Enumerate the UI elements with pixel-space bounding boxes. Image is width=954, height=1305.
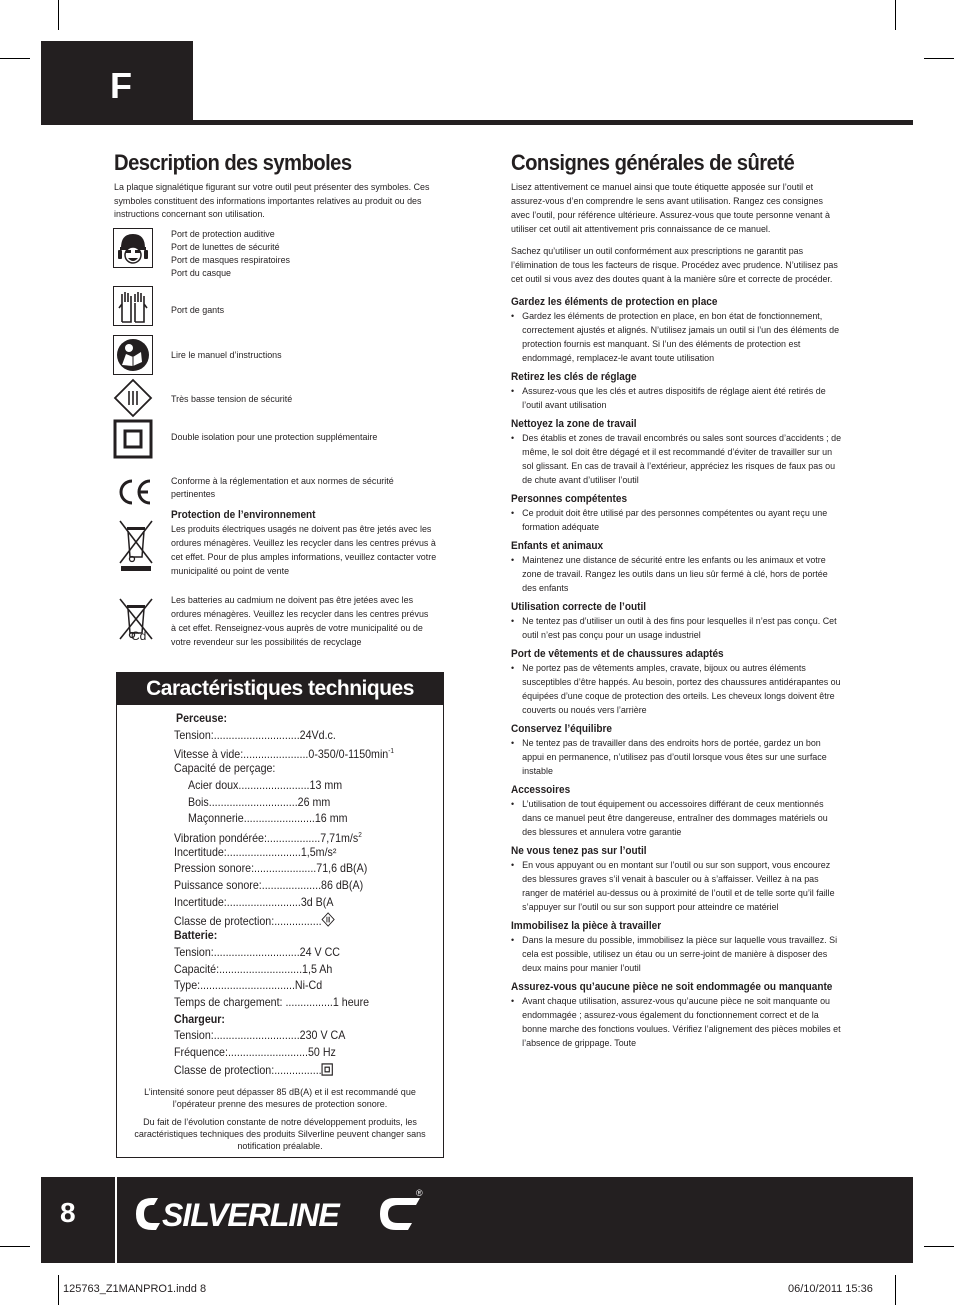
spec-value: 24 V CC xyxy=(299,945,341,959)
specs-title: Caractéristiques techniques xyxy=(146,677,414,700)
symbol-text-gloves xyxy=(171,304,431,317)
spec-label: Incertitude: xyxy=(174,845,227,859)
spec-label: Capacité: xyxy=(174,962,220,976)
spec-superscript: 2 xyxy=(358,831,362,839)
spec-heading: Chargeur: xyxy=(174,1012,225,1026)
battery-disposal-text: Les batteries au cadmium ne doivent pas être jetées avec les ordures ménagères. Veuillez les recycler dans les centres prévus à cet effet. Renseignez-vous auprès de votre municipalité ou de votre revendeur sur les possibilités de recyclage xyxy=(171,595,429,648)
safety-section-bullet: • Avant chaque utilisation, assurez-vous qu’aucune pièce ne soit manquante ou endommagée ; assurez-vous également du fonctionnement correct et de la bonne marche des fonctions voulues. Vérifiez l’alignement des pièces mobiles et l’absence de grippage. Toute xyxy=(511,995,843,1051)
class-ii-icon xyxy=(322,1063,334,1076)
symbol-line: Port de lunettes de sécurité xyxy=(171,242,280,253)
spec-label: Vibration pondérée: xyxy=(174,831,267,845)
spec-label: Fréquence: xyxy=(174,1046,228,1059)
spec-row xyxy=(174,1029,345,1043)
spec-leader-dots: ............................. xyxy=(213,945,300,959)
spec-leader-dots: ..................... xyxy=(254,862,317,876)
battery-cd-label: Cd xyxy=(131,629,147,643)
brand-name: SILVERLINE xyxy=(162,1197,339,1233)
specs-note-sound: L’intensité sonore peut dépasser 85 dB(A) et il est recommandé que l’opérateur prenne des mesures de protection sonore. xyxy=(144,1087,416,1110)
safety-section-bullet: • Ce produit doit être utilisé par des personnes compétentes ou ayant reçu une formation adéquate xyxy=(511,507,843,535)
spec-label: Vitesse à vide: xyxy=(174,748,244,762)
symbol-line: Port de masques respiratoires xyxy=(171,255,291,266)
spec-superscript: -1 xyxy=(388,748,394,756)
symbol-line: Double isolation pour une protection supplémentaire xyxy=(171,432,378,443)
spec-label: Acier doux xyxy=(188,778,239,792)
double-insulation-icon xyxy=(113,419,153,459)
spec-label: Incertitude: xyxy=(174,895,227,909)
spec-heading: Perceuse: xyxy=(176,712,228,725)
spec-heading: Batterie: xyxy=(174,929,218,943)
gloves-icon xyxy=(113,286,153,326)
safety-intro-2: Sachez qu’utiliser un outil conformément aux prescriptions ne garantit pas l’élimination de tous les facteurs de risque. Procédez avec prudence. N’utilisez pas cet outil si vous avez des doutes quant à la manière sûre et correcte de procéder. xyxy=(511,246,838,285)
spec-row xyxy=(174,896,333,910)
crop-mark xyxy=(895,0,896,30)
symbols-intro: La plaque signalétique figurant sur votre outil peut présenter des symboles. Ces symboles constituent des informations importantes relatives au produit ou des instructions concernant son utilisation. xyxy=(114,182,430,221)
spec-value: 1,5m/s² xyxy=(300,845,337,859)
spec-row xyxy=(174,762,275,776)
spec-row xyxy=(174,979,322,993)
safety-section-heading: Accessoires xyxy=(511,784,571,796)
symbol-line: Port de gants xyxy=(171,305,225,316)
spec-label: Tension: xyxy=(174,728,214,742)
safety-section-heading: Conservez l’équilibre xyxy=(511,723,613,735)
spec-label: Pression sonore: xyxy=(174,862,255,876)
symbol-text-protective xyxy=(171,228,431,280)
safety-sections xyxy=(511,295,841,1051)
spec-value: 0-350/0-1150min xyxy=(308,748,389,762)
header-rule xyxy=(41,120,913,125)
symbol-text-double-insulation xyxy=(171,431,431,444)
spec-leader-dots: ................ xyxy=(285,995,333,1009)
spec-value: 50 Hz xyxy=(307,1046,336,1059)
spec-row xyxy=(174,1063,334,1078)
footer-separator xyxy=(115,1177,117,1263)
safety-section-heading: Assurez-vous qu’aucune pièce ne soit endommagée ou manquante xyxy=(511,981,833,993)
safety-section-heading: Port de vêtements et de chaussures adaptés xyxy=(511,648,724,660)
spec-leader-dots: .................... xyxy=(261,879,322,892)
section-tab-letter: F xyxy=(110,65,132,106)
safety-section-bullet: • Assurez-vous que les clés et autres dispositifs de réglage aient été retirés de l’outil avant utilisation xyxy=(511,385,843,413)
spec-leader-dots: ........................ xyxy=(243,812,315,826)
safety-intro-1: Lisez attentivement ce manuel ainsi que toute étiquette apposée sur l’outil et assurez-vous d’en comprendre le sens avant utilisation. Rangez ces consignes avec l’outil, pour référence ultérieure. Assurez-vous que toute personne venant à utiliser cet outil ait attentivement pris connaissance de ce manuel. xyxy=(511,182,830,235)
spec-label: Bois xyxy=(188,795,209,809)
spec-value: 16 mm xyxy=(314,812,348,826)
spec-row xyxy=(174,996,369,1010)
spec-leader-dots: ............................. xyxy=(213,1029,300,1043)
symbol-text-manual xyxy=(171,349,431,362)
spec-label: Classe de protection: xyxy=(174,1063,275,1077)
read-manual-icon xyxy=(113,335,153,375)
spec-icon-wrap xyxy=(322,915,336,928)
spec-label: Tension: xyxy=(174,945,214,959)
spec-leader-dots: ............................ xyxy=(219,962,303,976)
spec-row xyxy=(188,796,330,810)
spec-label: Temps de chargement: xyxy=(174,995,286,1009)
spec-label: Puissance sonore: xyxy=(174,879,262,892)
spec-leader-dots: ......................... xyxy=(226,845,301,859)
symbol-line: Port de protection auditive xyxy=(171,229,275,240)
spec-value: 230 V CA xyxy=(299,1029,346,1043)
safety-section-bullet: • Ne portez pas de vêtements amples, cravate, bijoux ou autres éléments susceptibles d’être happés. Au besoin, portez des chaussures antidérapantes ou équipées d’une coque de protection des orteils. Les cheveux longs doivent être couverts ou noués vers l’arrière xyxy=(511,662,843,718)
spec-value: 24Vd.c. xyxy=(299,728,336,742)
specs-header xyxy=(116,672,444,705)
ce-mark-icon xyxy=(113,472,153,512)
spec-row xyxy=(174,829,362,846)
crop-mark xyxy=(895,1275,896,1305)
protective-equipment-icon xyxy=(113,228,153,268)
spec-leader-dots: ................ xyxy=(274,915,322,929)
spec-leader-dots: ............................. xyxy=(213,728,300,742)
safety-section-heading: Personnes compétentes xyxy=(511,493,628,505)
spec-row xyxy=(174,912,335,929)
crop-mark xyxy=(0,58,30,59)
safety-section-bullet: • En vous appuyant ou en montant sur l’outil ou sur son support, vous encourez des blessures graves s’il venait à basculer ou à s’affaisser. Veillez à na pas ranger de matériel au-dessus ou à proximité de l’outil et de telle sorte qu’il faille s’appuyer sur l’outil ou sur son support pour atteindre ce matériel xyxy=(511,859,843,915)
spec-value: 26 mm xyxy=(297,795,331,809)
spec-row xyxy=(174,963,332,977)
spec-label: Type: xyxy=(174,979,201,993)
spec-row xyxy=(188,779,342,793)
safety-section-bullet: • L’utilisation de tout équipement ou accessoires différant de ceux mentionnés dans ce manuel peut être dangereuse, entraîner des dommages matériels ou des blessures et annulera votre garantie xyxy=(511,798,843,840)
safety-section-heading: Retirez les clés de réglage xyxy=(511,371,637,383)
spec-leader-dots: ...................... xyxy=(243,748,309,762)
safety-section-heading: Enfants et animaux xyxy=(511,540,604,552)
safety-section-heading: Ne vous tenez pas sur l’outil xyxy=(511,845,647,857)
spec-leader-dots: ........................... xyxy=(227,1046,308,1059)
spec-row xyxy=(174,846,336,860)
spec-icon-wrap xyxy=(322,1064,334,1077)
symbol-line: Port du casque xyxy=(171,268,232,279)
spec-leader-dots: .............................. xyxy=(208,795,298,809)
symbol-line: Très basse tension de sécurité xyxy=(171,394,293,405)
spec-label: Capacité de perçage: xyxy=(174,762,276,776)
symbol-line: Lire le manuel d’instructions xyxy=(171,350,282,361)
slug-file: 125763_Z1MANPRO1.indd 8 xyxy=(63,1283,207,1295)
slug-date: 06/10/2011 15:36 xyxy=(788,1283,873,1295)
safety-section-bullet: • Maintenez une distance de sécurité entre les enfants ou les animaux et votre zone de travail. Rangez les outils dans un lieu sûr fermé à clé, hors de portée des enfants xyxy=(511,554,843,596)
crop-mark xyxy=(924,58,954,59)
safety-title: Consignes générales de sûreté xyxy=(511,150,795,175)
safety-section-heading: Nettoyez la zone de travail xyxy=(511,418,637,430)
spec-label: Classe de protection: xyxy=(174,915,275,929)
spec-leader-dots: ........................ xyxy=(238,778,310,792)
safety-extra-low-voltage-icon xyxy=(113,378,153,418)
symbol-text-selv xyxy=(171,393,431,406)
spec-leader-dots: ................................ xyxy=(200,979,295,993)
spec-value: 86 dB(A) xyxy=(321,879,364,892)
crop-mark xyxy=(58,0,59,30)
environment-heading: Protection de l’environnement xyxy=(171,509,316,521)
environment-text: Les produits électriques usagés ne doivent pas être jetés avec les ordures ménagères. Veuillez les recycler dans les centres prévus à cet effet. Pour de plus amples informations, veuillez contacter votre municipalité ou point de vente xyxy=(171,524,437,577)
spec-value: Ni-Cd xyxy=(294,979,323,993)
spec-leader-dots: .................. xyxy=(266,831,321,845)
crop-mark xyxy=(58,1275,59,1305)
brand-registered-mark: ® xyxy=(416,1188,423,1198)
class-iii-icon xyxy=(322,912,336,927)
silverline-logo xyxy=(132,1186,432,1236)
spec-value: 13 mm xyxy=(309,778,343,792)
page-number: 8 xyxy=(60,1197,76,1228)
spec-row xyxy=(174,729,336,743)
safety-section-bullet: • Ne tentez pas d’utiliser un outil à des fins pour lesquelles il n’est pas conçu. Cet outil n’est pas conçu pour un usage industriel xyxy=(511,615,843,643)
spec-row xyxy=(174,1046,336,1060)
spec-row xyxy=(174,946,340,960)
spec-value: 1 heure xyxy=(332,995,370,1009)
spec-leader-dots: ......................... xyxy=(226,895,301,909)
safety-column xyxy=(511,181,841,1052)
spec-label: Tension: xyxy=(174,1029,214,1043)
spec-row xyxy=(174,862,367,876)
spec-value: 3d B(A xyxy=(300,895,334,909)
spec-value: 7,71m/s xyxy=(320,831,359,845)
spec-label: Maçonnerie xyxy=(188,812,244,826)
symbols-title: Description des symboles xyxy=(114,150,352,175)
symbol-text-ce: Conforme à la réglementation et aux normes de sécurité pertinentes xyxy=(171,476,394,500)
specs-note-changes: Du fait de l’évolution constante de notre développement produits, les caractéristiques techniques des produits Silverline peuvent changer sans notification préalable. xyxy=(134,1117,426,1152)
spec-row xyxy=(188,812,347,826)
spec-value: 71,6 dB(A) xyxy=(316,862,368,876)
safety-section-heading: Utilisation correcte de l’outil xyxy=(511,601,647,613)
crop-mark xyxy=(924,1246,954,1247)
spec-value: 1,5 Ah xyxy=(302,962,333,976)
crop-mark xyxy=(0,1246,30,1247)
safety-section-bullet: • Des établis et zones de travail encombrés ou sales sont sources d’accidents ; de même, le sol doit être dégagé et il est recommandé d’éviter de travailler sur un sol glissant. En cas de travail à l’extérieur, appréciez les risques de faux pas ou de chute avant d’utiliser l’outil xyxy=(511,432,843,488)
spec-row xyxy=(174,745,394,762)
spec-leader-dots: ................ xyxy=(274,1063,322,1077)
safety-section-bullet: • Gardez les éléments de protection en place, en bon état de fonctionnement, correctement ajustés et alignés. N’utilisez jamais un outil si l’un des éléments de protection fournis est manquant. Si l’un des éléments de protection est endommagé, remplacez-le avant toute utilisation xyxy=(511,310,843,366)
safety-section-bullet: • Ne tentez pas de travailler dans des endroits hors de portée, gardez un bon appui en permanence, n’utilisez pas d’outil lorsque vous êtes sur une surface instable xyxy=(511,737,843,779)
safety-section-heading: Immobilisez la pièce à travailler xyxy=(511,920,662,932)
spec-row xyxy=(174,879,363,893)
wheelie-bin-crossed-icon xyxy=(118,519,154,571)
safety-section-heading: Gardez les éléments de protection en place xyxy=(511,296,718,308)
safety-section-bullet: • Dans la mesure du possible, immobilisez la pièce sur laquelle vous travaillez. Si cela est possible, utilisez un étau ou un serre-joint de manière à disposer des deux mains pour manier l’outil xyxy=(511,934,843,976)
